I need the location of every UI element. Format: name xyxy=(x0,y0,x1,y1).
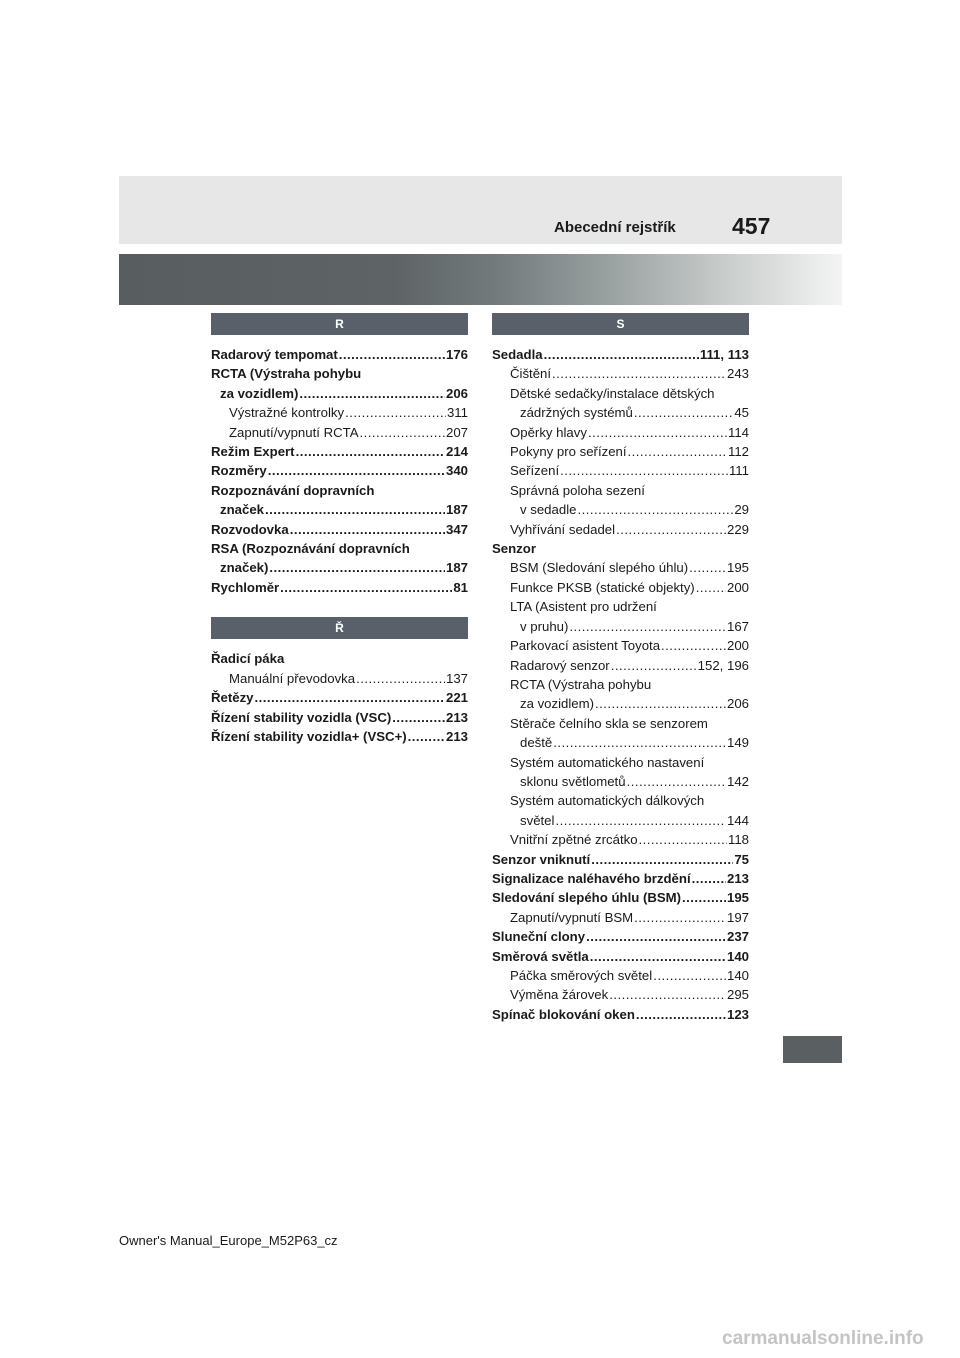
dot-leader xyxy=(639,830,727,849)
index-entry-page: 347 xyxy=(445,521,468,537)
index-entry-page: 140 xyxy=(726,968,749,983)
dot-leader xyxy=(345,403,446,422)
index-entry-term: Čištění xyxy=(510,366,552,382)
index-entry-page: 176 xyxy=(445,347,468,362)
index-entry-page: 340 xyxy=(445,463,468,479)
dot-leader xyxy=(634,403,733,422)
index-entry-page: 195 xyxy=(726,890,749,906)
index-entry xyxy=(492,694,749,713)
index-entry xyxy=(492,869,749,888)
index-entry-term: Řetězy xyxy=(211,690,254,706)
index-entry-page: 200 xyxy=(726,579,749,595)
index-entry-page: 167 xyxy=(726,618,749,634)
dot-leader xyxy=(627,772,726,791)
dot-leader xyxy=(360,423,445,442)
index-entry xyxy=(492,578,749,597)
index-entry xyxy=(211,649,468,668)
dot-leader xyxy=(653,966,726,985)
index-entry-term: Režim Expert xyxy=(211,444,295,460)
index-entry-term: Signalizace naléhavého brzdění xyxy=(492,870,691,886)
index-entry-page: 142 xyxy=(726,773,749,789)
index-entry-term: za vozidlem) xyxy=(520,696,595,712)
index-entry-page: 214 xyxy=(445,444,468,460)
index-entry-term: Rychloměr xyxy=(211,579,280,595)
index-entry xyxy=(492,481,749,500)
dot-leader xyxy=(591,850,733,869)
index-entry xyxy=(492,772,749,791)
index-entry-page: 197 xyxy=(726,909,749,925)
dot-leader xyxy=(609,985,726,1004)
index-entry-page: 75 xyxy=(734,851,749,867)
index-entry-term: Manuální převodovka xyxy=(229,670,356,686)
index-entry-term: Systém automatických dálkových xyxy=(510,793,705,809)
index-entry-page: 207 xyxy=(445,424,468,440)
index-entry-term: Výměna žárovek xyxy=(510,987,609,1003)
index-entry-term: Radarový tempomat xyxy=(211,347,338,362)
index-entry-list xyxy=(492,345,749,1024)
index-entry-term: Seřízení xyxy=(510,463,560,479)
index-entry xyxy=(211,539,468,558)
index-entry xyxy=(492,888,749,907)
index-entry-term: za vozidlem) xyxy=(220,385,299,401)
dot-leader xyxy=(290,520,445,539)
index-entry-term: v sedadle xyxy=(520,502,577,518)
dot-leader xyxy=(339,345,445,364)
index-entry-page: 237 xyxy=(726,929,749,945)
index-entry xyxy=(492,908,749,927)
index-entry-term: Rozpoznávání dopravních xyxy=(211,482,375,498)
index-entry-page: 123 xyxy=(726,1006,749,1022)
index-entry xyxy=(211,423,468,442)
index-entry-page: 81 xyxy=(453,579,468,595)
index-entry xyxy=(492,500,749,519)
index-entry xyxy=(492,558,749,577)
index-entry xyxy=(492,384,749,403)
index-entry xyxy=(211,669,468,688)
index-entry-term: značek xyxy=(220,502,264,518)
index-entry xyxy=(492,675,749,694)
index-entry-term: zádržných systémů xyxy=(520,405,633,421)
index-entry xyxy=(492,656,749,675)
dot-leader xyxy=(595,694,726,713)
index-entry xyxy=(492,714,749,733)
index-entry-term: Stěrače čelního skla se senzorem xyxy=(510,715,708,731)
dot-leader xyxy=(296,442,445,461)
group-spacer xyxy=(211,597,468,617)
dot-leader xyxy=(356,669,445,688)
index-entry-page: 144 xyxy=(726,812,749,828)
dot-leader xyxy=(590,947,726,966)
index-entry xyxy=(492,403,749,422)
index-entry-term: Sedadla xyxy=(492,347,543,362)
index-entry xyxy=(211,403,468,422)
index-entry xyxy=(492,364,749,383)
index-entry xyxy=(211,481,468,500)
index-entry-term: Vnitřní zpětné zrcátko xyxy=(510,832,638,848)
index-entry-term: Sledování slepého úhlu (BSM) xyxy=(492,890,682,906)
index-entry-term: sklonu světlometů xyxy=(520,773,626,789)
index-entry xyxy=(492,520,749,539)
dot-leader xyxy=(255,688,445,707)
index-entry-page: 29 xyxy=(734,502,749,518)
index-entry xyxy=(492,636,749,655)
index-entry xyxy=(492,597,749,616)
index-entry-term: Dětské sedačky/instalace dětských xyxy=(510,385,715,401)
chapter-tab xyxy=(783,1036,842,1063)
index-entry-term: značek) xyxy=(220,560,269,576)
index-entry-page: 118 xyxy=(727,832,749,848)
index-entry xyxy=(211,442,468,461)
watermark: carmanualsonline.info xyxy=(722,1328,924,1349)
dot-leader xyxy=(682,888,726,907)
index-entry-term: Rozvodovka xyxy=(211,521,289,537)
index-entry-term: RCTA (Výstraha pohybu xyxy=(510,676,652,692)
dot-leader xyxy=(268,461,445,480)
index-entry-term: Systém automatického nastavení xyxy=(510,754,705,770)
index-entry xyxy=(492,791,749,810)
index-entry-page: 311 xyxy=(446,405,468,421)
index-entry xyxy=(211,708,468,727)
index-entry-term: Senzor vniknutí xyxy=(492,851,591,867)
index-entry xyxy=(211,345,468,364)
index-entry-term: Sluneční clony xyxy=(492,929,586,945)
index-entry xyxy=(492,539,749,558)
index-entry-term: RSA (Rozpoznávání dopravních xyxy=(211,541,410,557)
index-entry xyxy=(492,733,749,752)
section-title: Abecední rejstřík xyxy=(554,219,676,236)
dot-leader xyxy=(408,727,445,746)
index-entry-page: 152, 196 xyxy=(697,657,749,673)
dot-leader xyxy=(692,869,726,888)
index-entry-term: Opěrky hlavy xyxy=(510,424,587,440)
dot-leader xyxy=(577,500,733,519)
index-entry-page: 213 xyxy=(445,709,468,725)
index-entry-term: Řízení stability vozidla (VSC) xyxy=(211,709,392,725)
index-entry-term: světel xyxy=(520,812,555,828)
index-entry-term: Zapnutí/vypnutí RCTA xyxy=(229,424,359,440)
index-entry-page: 213 xyxy=(726,870,749,886)
index-entry-term: Vyhřívání sedadel xyxy=(510,521,616,537)
index-entry-term: Parkovací asistent Toyota xyxy=(510,638,661,654)
dot-leader xyxy=(569,617,726,636)
dot-leader xyxy=(611,656,697,675)
index-entry xyxy=(492,442,749,461)
index-entry-page: 206 xyxy=(726,696,749,712)
index-entry-page: 229 xyxy=(726,521,749,537)
dot-leader xyxy=(553,733,726,752)
index-entry-term: Senzor xyxy=(492,541,536,557)
index-entry-term: Výstražné kontrolky xyxy=(229,405,345,421)
index-entry-term: Pokyny pro seřízení xyxy=(510,444,627,460)
index-entry xyxy=(492,985,749,1004)
index-entry-term: Řízení stability vozidla+ (VSC+) xyxy=(211,728,407,744)
index-entry-page: 149 xyxy=(726,735,749,751)
index-entry-term: deště xyxy=(520,735,553,751)
index-entry-term: Směrová světla xyxy=(492,948,589,964)
dot-leader xyxy=(280,578,452,597)
index-entry-page: 206 xyxy=(445,385,468,401)
index-entry-page: 187 xyxy=(445,560,468,576)
dot-leader xyxy=(552,364,726,383)
index-entry-page: 243 xyxy=(726,366,749,382)
dot-leader xyxy=(689,558,726,577)
dot-leader xyxy=(299,384,445,403)
dot-leader xyxy=(661,636,726,655)
index-entry xyxy=(492,811,749,830)
index-entry-page: 112 xyxy=(727,444,749,460)
index-entry xyxy=(492,830,749,849)
index-entry-page: 114 xyxy=(727,424,749,440)
footer-text: Owner's Manual_Europe_M52P63_cz xyxy=(119,1233,338,1248)
index-entry-term: Zapnutí/vypnutí BSM xyxy=(510,909,634,925)
index-entry-term: Správná poloha sezení xyxy=(510,482,645,498)
dot-leader xyxy=(269,558,445,577)
dot-leader xyxy=(628,442,727,461)
dot-leader xyxy=(588,423,727,442)
index-entry xyxy=(492,423,749,442)
index-entry xyxy=(211,500,468,519)
dot-leader xyxy=(586,927,726,946)
index-entry xyxy=(492,947,749,966)
index-entry-term: LTA (Asistent pro udržení xyxy=(510,599,657,615)
index-entry xyxy=(211,688,468,707)
dot-leader xyxy=(696,578,726,597)
index-entry xyxy=(492,617,749,636)
dot-leader xyxy=(634,908,726,927)
index-entry xyxy=(492,345,749,364)
index-entry xyxy=(492,927,749,946)
index-entry-page: 195 xyxy=(726,560,749,576)
index-entry-page: 213 xyxy=(445,728,468,744)
index-entry-list xyxy=(211,345,468,597)
index-entry xyxy=(492,966,749,985)
index-entry-term: BSM (Sledování slepého úhlu) xyxy=(510,560,689,576)
index-letter-heading: S xyxy=(492,313,749,335)
index-entry-page: 187 xyxy=(445,502,468,518)
index-entry-term: Páčka směrových světel xyxy=(510,968,653,983)
index-entry xyxy=(211,727,468,746)
index-letter-heading: R xyxy=(211,313,468,335)
index-entry-page: 111, 113 xyxy=(699,347,749,362)
index-entry-term: Rozměry xyxy=(211,463,267,479)
index-entry-term: Spínač blokování oken xyxy=(492,1006,635,1022)
dot-leader xyxy=(265,500,445,519)
index-entry-page: 137 xyxy=(445,670,468,686)
dot-leader xyxy=(544,345,699,364)
index-entry xyxy=(492,461,749,480)
dot-leader xyxy=(560,461,728,480)
index-entry-page: 140 xyxy=(726,948,749,964)
index-column-left xyxy=(211,313,468,746)
index-entry xyxy=(211,578,468,597)
index-entry xyxy=(211,520,468,539)
index-entry xyxy=(492,850,749,869)
index-entry-page: 200 xyxy=(726,638,749,654)
index-entry xyxy=(211,461,468,480)
index-entry-term: Funkce PKSB (statické objekty) xyxy=(510,579,695,595)
index-entry-page: 45 xyxy=(734,405,749,421)
index-entry-term: Radarový senzor xyxy=(510,657,610,673)
dot-leader xyxy=(555,811,726,830)
index-letter-heading: Ř xyxy=(211,617,468,639)
index-entry xyxy=(211,558,468,577)
page-number: 457 xyxy=(732,213,771,239)
index-entry xyxy=(492,1005,749,1024)
index-entry-term: v pruhu) xyxy=(520,618,569,634)
dot-leader xyxy=(392,708,445,727)
index-entry-page: 221 xyxy=(445,690,468,706)
index-entry-term: RCTA (Výstraha pohybu xyxy=(211,366,362,382)
chapter-gradient-bar xyxy=(119,254,842,305)
dot-leader xyxy=(616,520,726,539)
dot-leader xyxy=(636,1005,726,1024)
index-entry xyxy=(211,364,468,383)
index-entry xyxy=(211,384,468,403)
index-entry-page: 111 xyxy=(728,463,749,479)
index-entry-list xyxy=(211,649,468,746)
index-entry-term: Řadicí páka xyxy=(211,651,285,667)
index-entry-page: 295 xyxy=(726,987,749,1003)
index-entry xyxy=(492,753,749,772)
index-column-right xyxy=(492,313,749,1024)
